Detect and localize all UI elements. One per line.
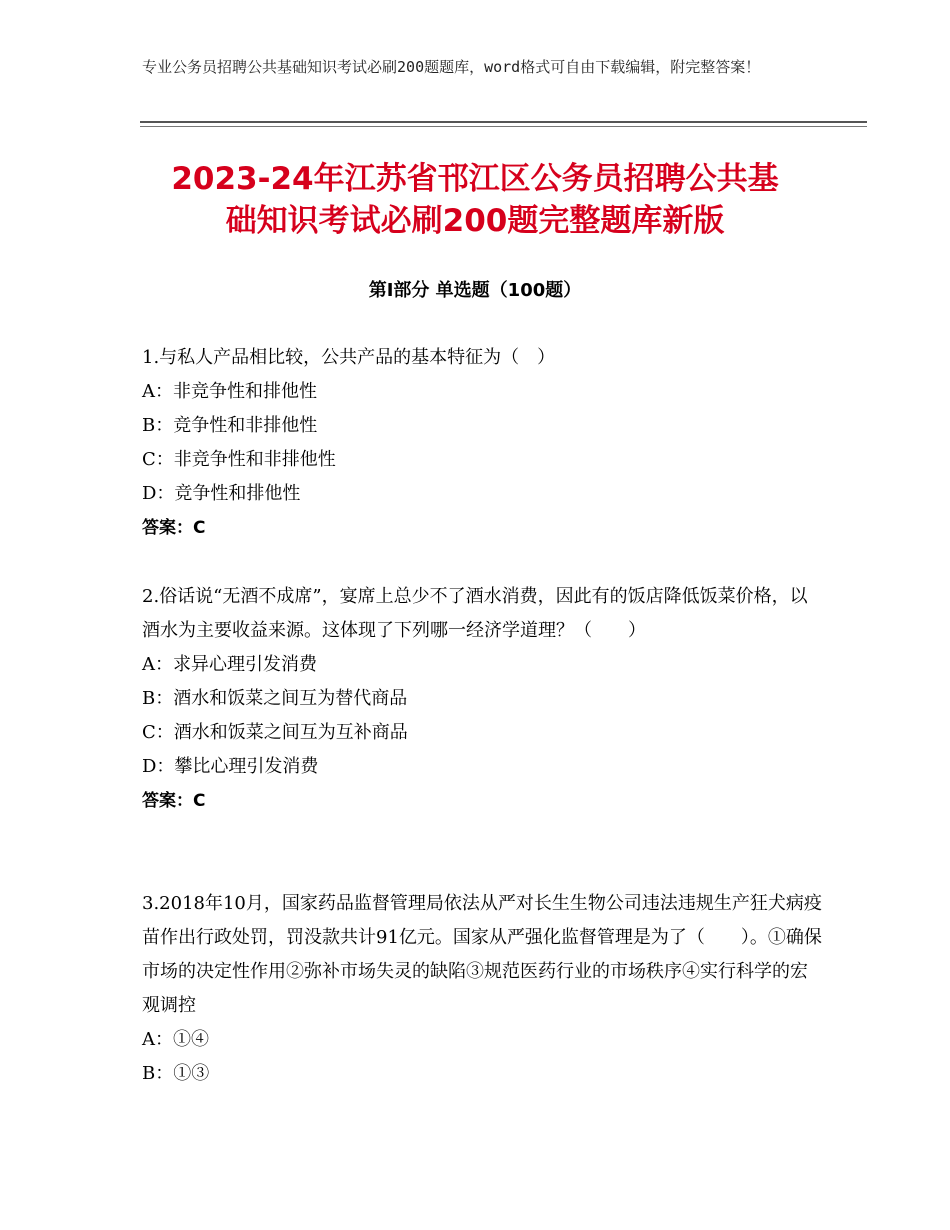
answer: 答案：C xyxy=(142,518,206,538)
header-note: 专业公务员招聘公共基础知识考试必刷200题题库，word格式可自由下载编辑，附完整答案！ xyxy=(142,58,761,76)
document-title xyxy=(100,158,850,242)
option-a: A：非竞争性和排他性 xyxy=(142,381,317,402)
option-d: D：攀比心理引发消费 xyxy=(142,756,319,777)
question-2 xyxy=(142,580,822,818)
question-stem: 2.俗话说“无酒不成席”，宴席上总少不了酒水消费，因此有的饭店降低饭菜价格，以酒水为主要收益来源。这体现了下列哪一经济学道理？（ ） xyxy=(142,586,808,641)
option-b: B：①③ xyxy=(142,1063,210,1084)
answer: 答案：C xyxy=(142,791,206,811)
question-stem: 1.与私人产品相比较，公共产品的基本特征为（ ） xyxy=(142,347,556,368)
option-b: B：竞争性和非排他性 xyxy=(142,415,318,436)
title-line-2: 础知识考试必刷200题完整题库新版 xyxy=(225,203,725,239)
option-c: C：非竞争性和非排他性 xyxy=(142,449,336,470)
option-a: A：求异心理引发消费 xyxy=(142,654,317,675)
header-divider-thin xyxy=(140,126,867,127)
question-1 xyxy=(142,341,822,545)
header-divider-thick xyxy=(140,121,867,123)
option-a: A：①④ xyxy=(142,1029,209,1050)
option-c: C：酒水和饭菜之间互为互补商品 xyxy=(142,722,408,743)
section-heading: 第Ⅰ部分 单选题（100题） xyxy=(368,280,582,301)
option-b: B：酒水和饭菜之间互为替代商品 xyxy=(142,688,408,709)
question-stem: 3.2018年10月，国家药品监督管理局依法从严对长生生物公司违法违规生产狂犬病疫苗作出行政处罚，罚没款共计91亿元。国家从严强化监督管理是为了（ ）。①确保市场的决定性作用②弥补市场失灵的缺陷③规范医药行业的市场秩序④实行科学的宏观调控 xyxy=(142,893,822,1016)
title-line-1: 2023-24年江苏省邗江区公务员招聘公共基 xyxy=(171,161,779,197)
question-3 xyxy=(142,887,822,1091)
option-d: D：竞争性和排他性 xyxy=(142,483,301,504)
